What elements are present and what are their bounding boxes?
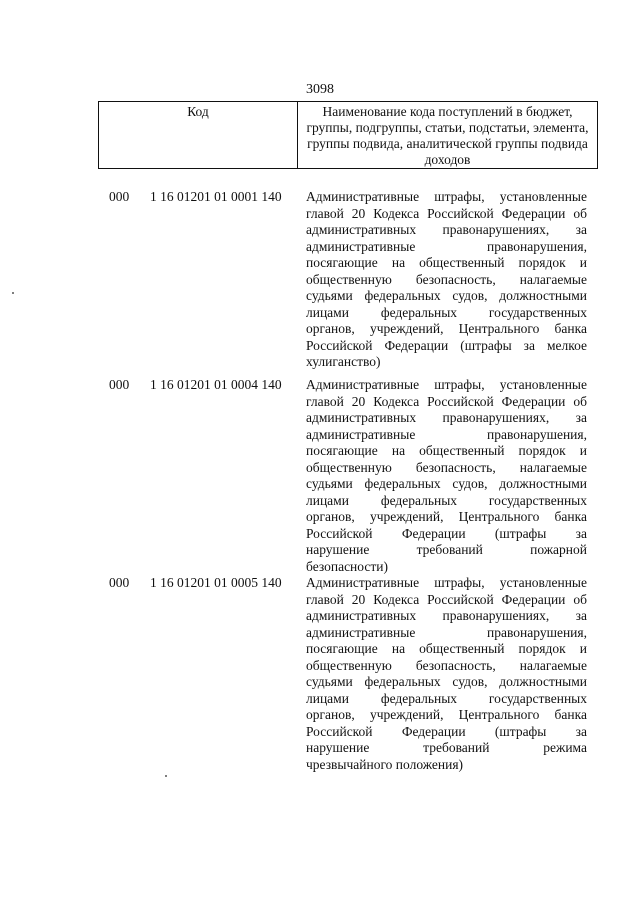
description-line: органов, учреждений, Центрального банка: [306, 707, 587, 722]
description-line: административных правонарушениях, за: [306, 608, 587, 623]
revenue-code: 1 16 01201 01 0004 140: [150, 377, 282, 392]
description-line: хулиганство): [306, 354, 381, 369]
description-line: административных правонарушениях, за: [306, 410, 587, 425]
description-line: посягающие на общественный порядок и: [306, 641, 587, 656]
description-line: судьями федеральных судов, должностными: [306, 476, 587, 491]
scan-speck: [12, 292, 14, 294]
description-line: органов, учреждений, Центрального банка: [306, 321, 587, 336]
revenue-description: [306, 189, 587, 371]
description-line: судьями федеральных судов, должностными: [306, 674, 587, 689]
description-line: лицами федеральных государственных: [306, 304, 587, 320]
description-line: нарушение требований режима: [306, 740, 587, 755]
description-line: административных правонарушениях, за: [306, 222, 587, 237]
description-line: административные правонарушения,: [306, 238, 587, 254]
description-line: лицами федеральных государственных: [306, 690, 587, 706]
admin-code: 000: [109, 189, 130, 204]
description-line: безопасности): [306, 558, 388, 574]
scan-speck: [165, 775, 167, 777]
description-line: общественную безопасность, налагаемые: [306, 657, 587, 673]
description-line: Российской Федерации (штрафы за: [306, 525, 587, 541]
description-line: Административные штрафы, установленные: [306, 575, 587, 590]
revenue-code: 1 16 01201 01 0005 140: [150, 575, 282, 590]
description-line: органов, учреждений, Центрального банка: [306, 509, 587, 524]
description-line: Российской Федерации (штрафы за мелкое: [306, 337, 587, 353]
revenue-description: [306, 377, 587, 575]
page-number: 3098: [306, 82, 334, 97]
revenue-code: 1 16 01201 01 0001 140: [150, 189, 282, 204]
description-line: административные правонарушения,: [306, 426, 587, 442]
description-line: административные правонарушения,: [306, 624, 587, 640]
table-header: [98, 101, 598, 169]
description-line: главой 20 Кодекса Российской Федерации об: [306, 205, 587, 221]
description-line: судьями федеральных судов, должностными: [306, 288, 587, 303]
description-line: посягающие на общественный порядок и: [306, 443, 587, 458]
description-line: чрезвычайного положения): [306, 756, 464, 772]
description-line: главой 20 Кодекса Российской Федерации об: [306, 393, 587, 409]
description-line: главой 20 Кодекса Российской Федерации об: [306, 591, 587, 607]
revenue-description: [306, 575, 587, 773]
header-name-cell: Наименование кода поступлений в бюджет, группы, подгруппы, статьи, подстатьи, элемента, группы подвида, аналитической группы подвида доходов: [306, 104, 589, 167]
admin-code: 000: [109, 575, 130, 590]
admin-code: 000: [109, 377, 130, 392]
description-line: нарушение требований пожарной: [306, 542, 587, 557]
description-line: общественную безопасность, налагаемые: [306, 271, 587, 287]
description-line: лицами федеральных государственных: [306, 492, 587, 508]
description-line: Российской Федерации (штрафы за: [306, 723, 587, 739]
description-line: общественную безопасность, налагаемые: [306, 459, 587, 475]
description-line: посягающие на общественный порядок и: [306, 255, 587, 270]
description-line: Административные штрафы, установленные: [306, 377, 587, 392]
description-line: Административные штрафы, установленные: [306, 189, 587, 204]
header-code-cell: Код: [99, 102, 298, 168]
